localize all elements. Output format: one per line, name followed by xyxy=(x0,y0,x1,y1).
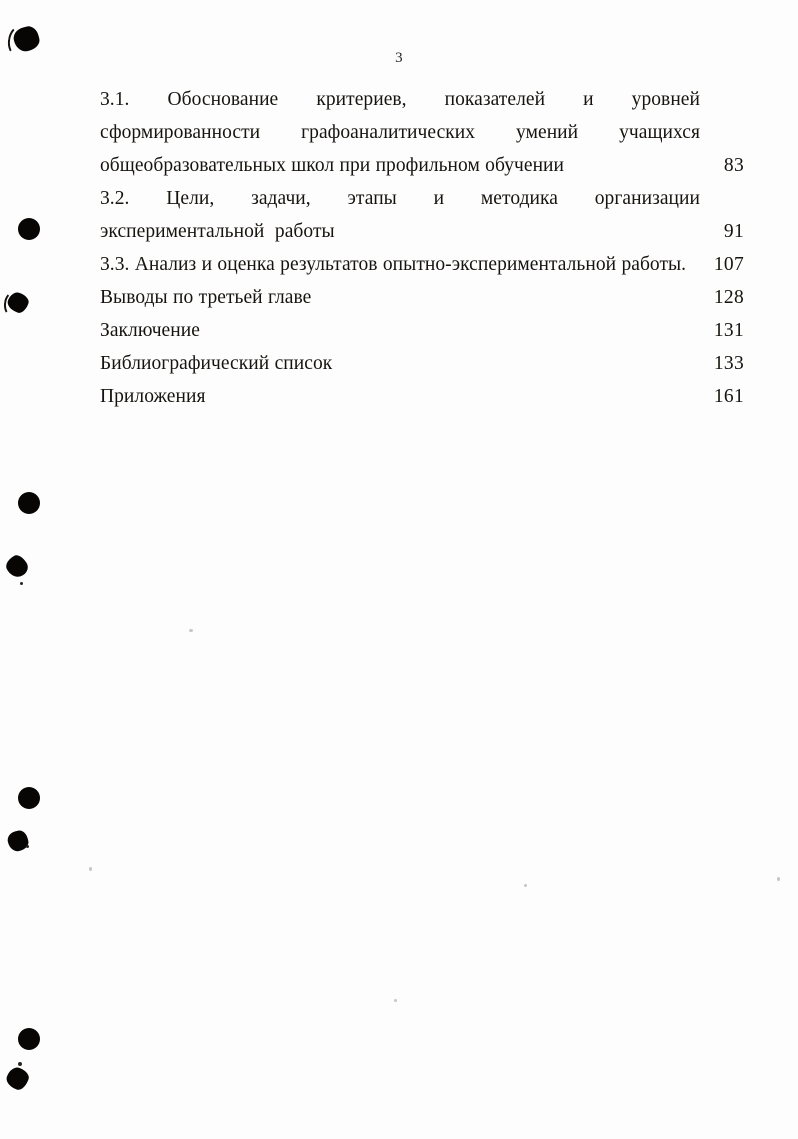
toc-entry-title: Приложения xyxy=(100,386,206,407)
scan-artifact-blob xyxy=(3,552,31,580)
scan-artifact-arc xyxy=(3,291,21,317)
toc-entry-page-number: 128 xyxy=(713,287,744,308)
scan-artifact-speck xyxy=(26,845,29,848)
scan-artifact-blob xyxy=(5,290,31,315)
toc-entry-title: Выводы по третьей главе xyxy=(100,287,312,308)
scan-artifact-dot xyxy=(18,492,40,514)
scan-artifact-dot xyxy=(18,218,40,240)
toc-entry-title: Заключение xyxy=(100,320,200,341)
toc-entry-title: 3.1. Обоснование критериев, показателей и уровней сформированности графоаналитических умений учащихся общеобразовательных школ при профильном обучении xyxy=(100,89,706,176)
toc-entry[interactable] xyxy=(100,347,744,380)
page-speck xyxy=(394,999,397,1002)
toc-entry-page-number: 91 xyxy=(723,221,744,242)
toc-entry[interactable] xyxy=(100,281,744,314)
toc-entry-title: 3.2. Цели, задачи, этапы и методика организации экспериментальной работы xyxy=(100,188,711,242)
toc-entry-page-number: 83 xyxy=(723,155,744,176)
page-speck xyxy=(524,884,527,887)
scan-artifact-speck xyxy=(18,1062,22,1066)
table-of-contents xyxy=(100,83,744,413)
toc-entry-title: 3.3. Анализ и оценка результатов опытно-экспериментальной работы. xyxy=(100,254,687,275)
toc-entry-page-number: 131 xyxy=(713,320,744,341)
toc-entry[interactable] xyxy=(100,314,744,347)
scan-artifact-speck xyxy=(20,582,23,585)
toc-entry-page-number: 107 xyxy=(713,254,744,275)
scan-artifact-blob xyxy=(6,829,30,853)
scan-artifact-blob xyxy=(4,1065,31,1092)
scan-artifact-dot xyxy=(18,1028,40,1050)
toc-entry-title: Библиографический список xyxy=(100,353,333,374)
toc-entry[interactable] xyxy=(100,83,744,182)
toc-entry[interactable] xyxy=(100,248,744,281)
page-speck xyxy=(777,877,780,881)
page-number-header: 3 xyxy=(395,50,403,66)
toc-entry-page-number: 133 xyxy=(713,353,744,374)
toc-entry-page-number: 161 xyxy=(713,386,744,407)
scan-artifact-dot xyxy=(18,787,40,809)
page-speck xyxy=(89,867,92,871)
page-speck xyxy=(189,629,193,632)
toc-entry[interactable] xyxy=(100,182,744,248)
toc-entry[interactable] xyxy=(100,380,744,413)
